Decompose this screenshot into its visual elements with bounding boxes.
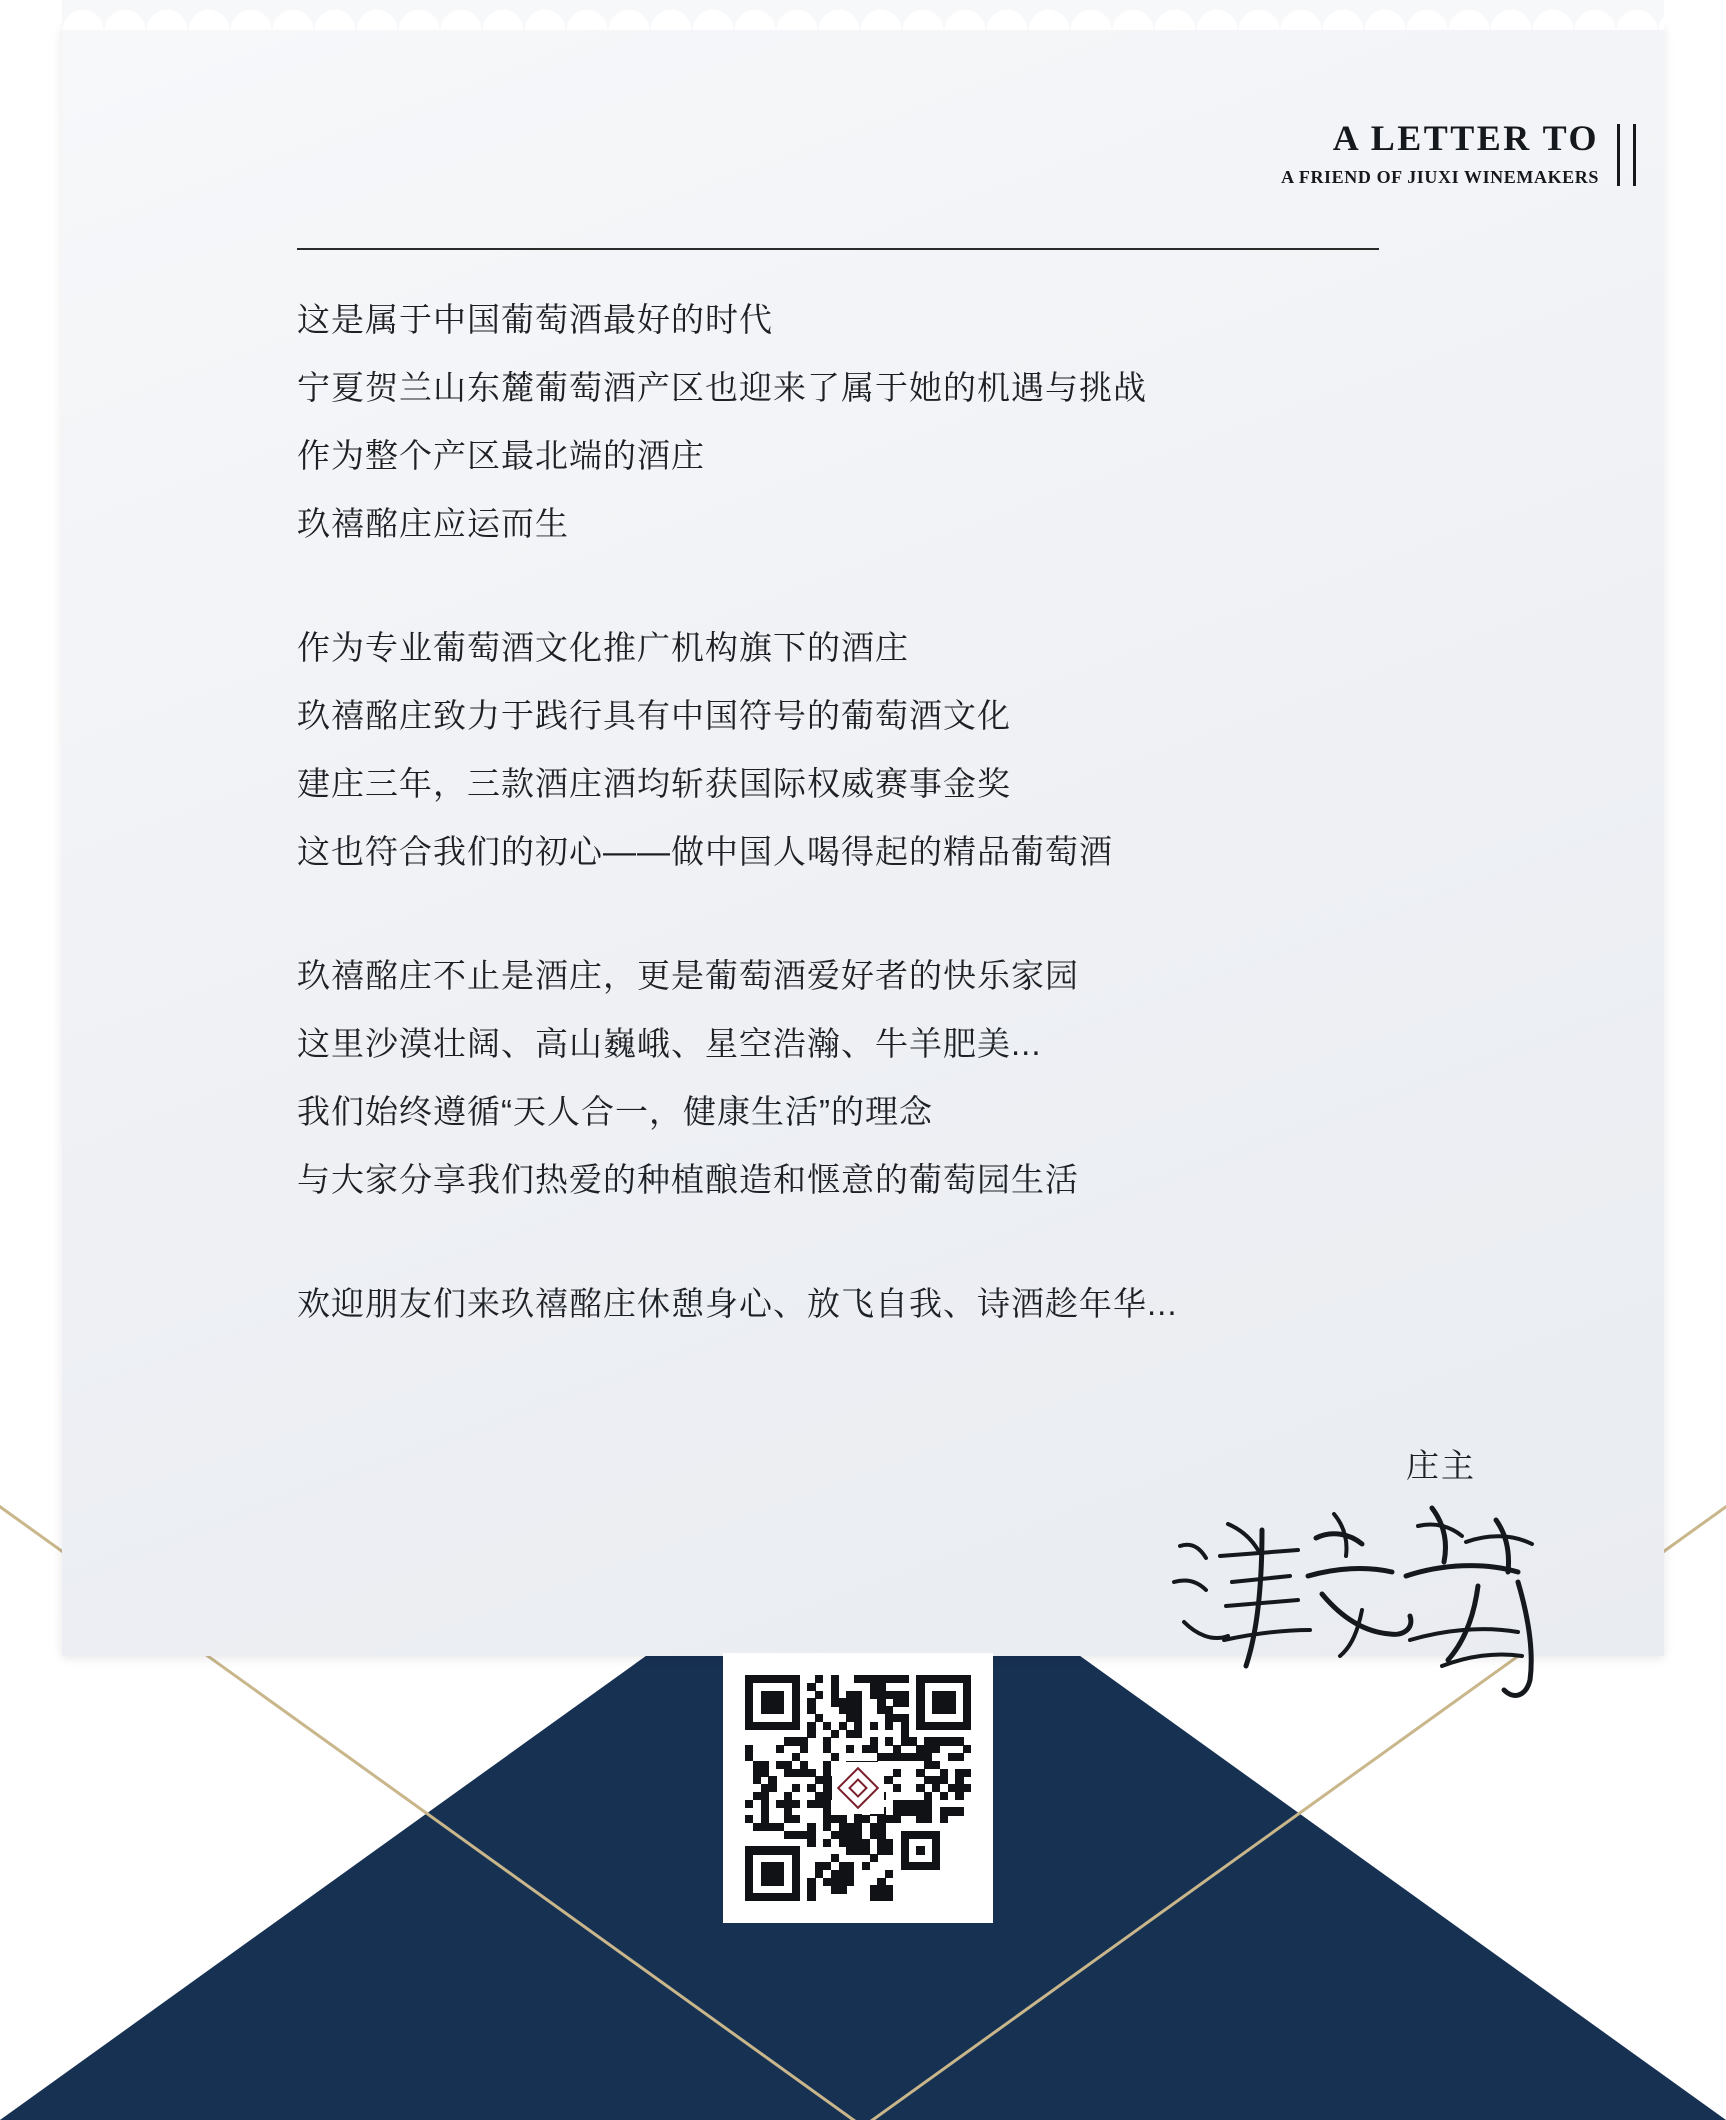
body-line: 与大家分享我们热爱的种植酿造和惬意的葡萄园生活 — [297, 1161, 1079, 1198]
body-line: 玖禧酩庄致力于践行具有中国符号的葡萄酒文化 — [297, 697, 1011, 734]
body-line: 宁夏贺兰山东麓葡萄酒产区也迎来了属于她的机遇与挑战 — [297, 369, 1147, 406]
diamond-logo-icon — [832, 1762, 884, 1814]
page-title: A LETTER TO — [1332, 118, 1599, 158]
header-divider — [297, 248, 1379, 250]
body-line: 我们始终遵循“天人合一，健康生活”的理念 — [297, 1093, 933, 1130]
paragraph-4 — [297, 1270, 1417, 1338]
body-line: 玖禧酩庄应运而生 — [297, 505, 569, 542]
signature-label: 庄主 — [1406, 1447, 1476, 1484]
paragraph-2 — [297, 614, 1417, 886]
page-subtitle: A FRIEND OF JIUXI WINEMAKERS — [1281, 167, 1599, 188]
body-line: 作为整个产区最北端的酒庄 — [297, 437, 705, 474]
paper-top-fill — [62, 0, 1664, 30]
body-line: 这是属于中国葡萄酒最好的时代 — [297, 301, 773, 338]
paragraph-3 — [297, 942, 1417, 1214]
body-line: 欢迎朋友们来玖禧酩庄休憩身心、放飞自我、诗酒趁年华... — [297, 1285, 1178, 1322]
paragraph-1 — [297, 286, 1417, 558]
body-line: 建庄三年，三款酒庄酒均斩获国际权威赛事金奖 — [297, 765, 1011, 802]
body-line: 玖禧酩庄不止是酒庄，更是葡萄酒爱好者的快乐家园 — [297, 957, 1079, 994]
body-line: 这也符合我们的初心——做中国人喝得起的精品葡萄酒 — [297, 833, 1113, 870]
double-bar-ornament — [1617, 124, 1636, 186]
qr-code[interactable] — [723, 1653, 993, 1923]
letter-header — [1281, 118, 1636, 188]
body-line: 作为专业葡萄酒文化推广机构旗下的酒庄 — [297, 629, 909, 666]
signature-handwriting — [1166, 1490, 1586, 1710]
body-line: 这里沙漠壮阔、高山巍峨、星空浩瀚、牛羊肥美... — [297, 1025, 1042, 1062]
letter-body — [297, 286, 1417, 1338]
